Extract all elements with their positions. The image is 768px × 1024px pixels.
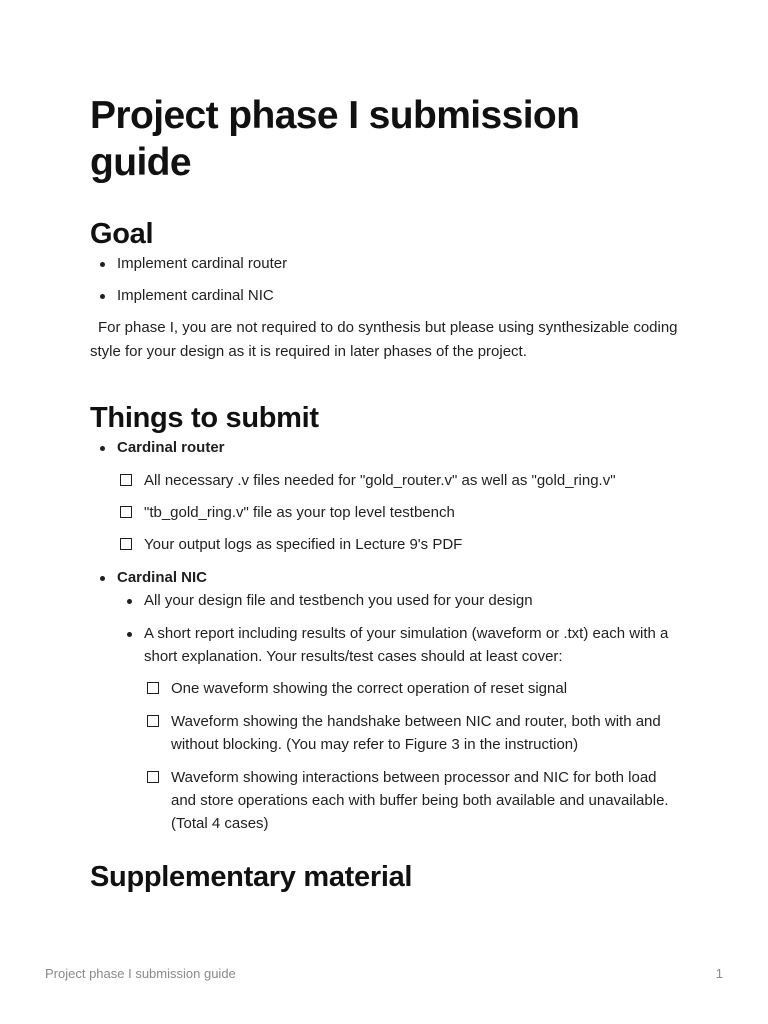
goal-list bbox=[90, 252, 680, 307]
nic-label: Cardinal NIC bbox=[117, 569, 208, 586]
supplementary-heading: Supplementary material bbox=[90, 861, 413, 893]
router-label: Cardinal router bbox=[117, 439, 225, 456]
checkbox[interactable] bbox=[147, 682, 159, 694]
document-title: Project phase I submission guide bbox=[90, 94, 580, 184]
checkbox[interactable] bbox=[147, 715, 159, 727]
checkbox[interactable] bbox=[120, 538, 132, 550]
list-item: Implement cardinal router bbox=[90, 252, 680, 275]
checklist-text: Waveform showing the handshake between NIC and router, both with and without blocking. (You may refer to Figure 3 in the instruction) bbox=[171, 713, 661, 753]
checklist-item bbox=[144, 766, 680, 835]
router-section bbox=[90, 436, 680, 556]
list-item: Implement cardinal NIC bbox=[90, 284, 680, 307]
checklist-item bbox=[117, 469, 680, 492]
nic-checklist bbox=[144, 677, 680, 835]
footer-title: Project phase I submission guide bbox=[45, 966, 236, 981]
list-item-text: A short report including results of your simulation (waveform or .txt) each with a short explanation. Your results/test cases should at least cover: bbox=[144, 625, 669, 665]
nic-list bbox=[117, 589, 680, 835]
goal-paragraph: For phase I, you are not required to do synthesis but please using synthesizable coding style for your design as it is required in later phases of the project. bbox=[90, 319, 678, 360]
checklist-item bbox=[144, 677, 680, 700]
nic-section bbox=[90, 566, 680, 835]
things-to-submit-list bbox=[90, 436, 680, 835]
checklist-text: Your output logs as specified in Lecture 9's PDF bbox=[144, 536, 463, 553]
footer-page-number: 1 bbox=[715, 966, 723, 981]
checklist-text: Waveform showing interactions between processor and NIC for both load and store operations each with buffer being both available and unavailable. (Total 4 cases) bbox=[171, 769, 669, 832]
checklist-item bbox=[117, 533, 680, 556]
checkbox[interactable] bbox=[120, 474, 132, 486]
things-to-submit-heading: Things to submit bbox=[90, 402, 319, 434]
checklist-text: "tb_gold_ring.v" file as your top level testbench bbox=[144, 504, 455, 521]
checklist-item bbox=[117, 501, 680, 524]
checklist-item bbox=[144, 710, 680, 756]
checklist-text: One waveform showing the correct operation of reset signal bbox=[171, 680, 568, 697]
document-page bbox=[90, 92, 680, 895]
checklist-text: All necessary .v files needed for "gold_router.v" as well as "gold_ring.v" bbox=[144, 472, 616, 489]
list-item bbox=[117, 622, 680, 835]
router-checklist bbox=[117, 469, 680, 556]
checkbox[interactable] bbox=[147, 771, 159, 783]
goal-heading: Goal bbox=[90, 218, 154, 250]
list-item: All your design file and testbench you used for your design bbox=[117, 589, 680, 612]
checkbox[interactable] bbox=[120, 506, 132, 518]
